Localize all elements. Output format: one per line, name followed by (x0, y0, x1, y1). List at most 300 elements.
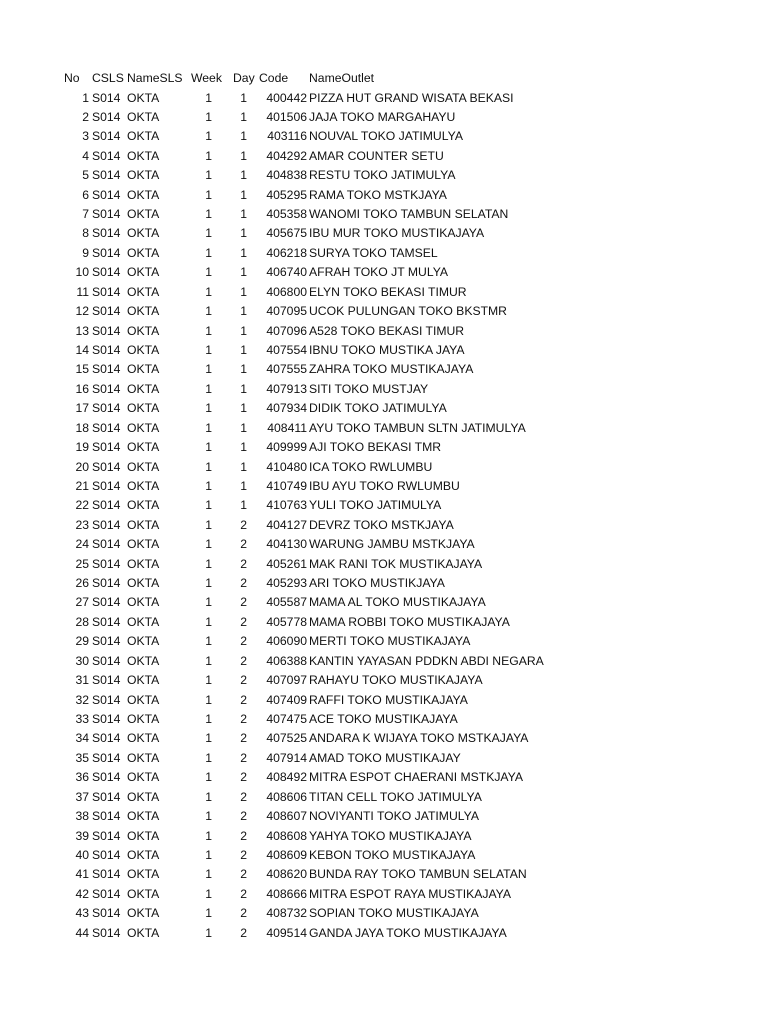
row-no: 39 (75, 828, 89, 843)
row-week: 1 (205, 595, 212, 610)
table-row (0, 244, 768, 263)
row-csls: S014 (92, 517, 121, 532)
row-no: 18 (75, 420, 89, 435)
row-name-outlet: PIZZA HUT GRAND WISATA BEKASI (309, 90, 514, 105)
table-row (0, 593, 768, 612)
row-week: 1 (205, 906, 212, 921)
row-day: 1 (240, 420, 247, 435)
row-no: 24 (75, 537, 89, 552)
row-csls: S014 (92, 925, 121, 940)
row-name-outlet: MERTI TOKO MUSTIKAJAYA (309, 634, 471, 649)
row-week: 1 (205, 886, 212, 901)
row-code: 407554 (266, 343, 307, 357)
table-row (0, 671, 768, 690)
row-no: 23 (75, 517, 89, 532)
table-row (0, 360, 768, 379)
table-row (0, 691, 768, 710)
row-code: 403116 (267, 129, 307, 144)
table-row (0, 477, 768, 496)
row-day: 1 (240, 207, 247, 221)
row-name-sls: OKTA (127, 576, 160, 590)
table-row (0, 516, 768, 535)
row-day: 1 (240, 90, 247, 105)
row-day: 2 (240, 614, 247, 629)
row-name-outlet: MAK RANI TOK MUSTIKAJAYA (309, 556, 483, 571)
row-code: 408607 (266, 809, 307, 823)
row-day: 1 (240, 440, 247, 455)
row-csls: S014 (92, 750, 121, 765)
row-csls: S014 (92, 847, 121, 862)
row-day: 1 (240, 381, 247, 396)
row-name-sls: OKTA (127, 401, 160, 416)
row-week: 1 (205, 750, 212, 765)
row-no: 10 (75, 265, 89, 280)
table-row (0, 205, 768, 224)
row-week: 1 (205, 498, 212, 513)
row-code: 410749 (266, 478, 307, 493)
table-row (0, 322, 768, 341)
row-name-sls: OKTA (127, 925, 160, 940)
row-no: 25 (75, 556, 89, 571)
row-csls: S014 (92, 789, 121, 804)
row-week: 1 (205, 129, 212, 144)
row-day: 1 (240, 187, 247, 202)
row-day: 2 (240, 595, 247, 610)
table-row (0, 885, 768, 904)
row-day: 2 (240, 731, 247, 746)
row-code: 406800 (266, 284, 307, 299)
table-row (0, 535, 768, 554)
row-name-outlet: GANDA JAYA TOKO MUSTIKAJAYA (309, 925, 507, 940)
row-name-outlet: RESTU TOKO JATIMULYA (309, 168, 456, 183)
row-csls: S014 (92, 459, 121, 474)
row-name-outlet: IBU AYU TOKO RWLUMBU (309, 478, 460, 493)
row-week: 1 (205, 343, 212, 357)
row-name-outlet: SOPIAN TOKO MUSTIKAJAYA (309, 906, 479, 921)
table-row (0, 613, 768, 632)
row-code: 407914 (266, 750, 307, 765)
row-name-sls: OKTA (127, 711, 160, 726)
row-name-outlet: AMAR COUNTER SETU (309, 148, 444, 163)
row-name-outlet: ACE TOKO MUSTIKAJAYA (309, 711, 458, 726)
row-no: 31 (75, 673, 89, 688)
row-week: 1 (205, 284, 212, 299)
row-name-sls: OKTA (127, 343, 160, 357)
row-csls: S014 (92, 673, 121, 688)
row-name-sls: OKTA (127, 420, 160, 435)
row-csls: S014 (92, 323, 121, 338)
row-week: 1 (205, 711, 212, 726)
row-name-outlet: IBNU TOKO MUSTIKA JAYA (309, 343, 465, 357)
row-code: 407409 (266, 692, 307, 707)
row-day: 1 (240, 109, 247, 124)
table-row (0, 846, 768, 865)
row-name-outlet: WANOMI TOKO TAMBUN SELATAN (309, 207, 509, 221)
row-day: 1 (240, 498, 247, 513)
row-name-sls: OKTA (127, 90, 160, 105)
row-csls: S014 (92, 207, 121, 221)
table-row (0, 302, 768, 321)
row-name-sls: OKTA (127, 847, 160, 862)
row-code: 407555 (266, 362, 307, 377)
row-name-sls: OKTA (127, 207, 160, 221)
row-name-outlet: MAMA ROBBI TOKO MUSTIKAJAYA (309, 614, 510, 629)
row-csls: S014 (92, 304, 121, 319)
row-name-outlet: WARUNG JAMBU MSTKJAYA (309, 537, 475, 552)
table-row (0, 127, 768, 146)
table-row (0, 632, 768, 651)
table-row (0, 108, 768, 127)
row-code: 405358 (266, 207, 307, 221)
row-csls: S014 (92, 809, 121, 823)
row-name-sls: OKTA (127, 673, 160, 688)
row-no: 37 (75, 789, 89, 804)
row-week: 1 (205, 245, 212, 260)
row-name-sls: OKTA (127, 440, 160, 455)
row-name-outlet: SURYA TOKO TAMSEL (309, 245, 438, 260)
row-code: 408606 (266, 789, 307, 804)
row-csls: S014 (92, 420, 121, 435)
row-csls: S014 (92, 187, 121, 202)
row-day: 1 (240, 226, 247, 241)
table-row (0, 710, 768, 729)
row-name-sls: OKTA (127, 770, 160, 785)
row-no: 13 (75, 323, 89, 338)
row-no: 44 (75, 925, 89, 940)
row-day: 1 (240, 265, 247, 280)
row-week: 1 (205, 731, 212, 746)
row-no: 30 (75, 653, 89, 668)
row-name-outlet: TITAN CELL TOKO JATIMULYA (309, 789, 482, 804)
row-code: 406090 (266, 634, 307, 649)
row-code: 408411 (267, 420, 307, 435)
row-csls: S014 (92, 576, 121, 590)
row-day: 1 (240, 459, 247, 474)
row-no: 9 (82, 245, 89, 260)
row-day: 2 (240, 809, 247, 823)
row-name-sls: OKTA (127, 750, 160, 765)
row-code: 410480 (266, 459, 307, 474)
row-code: 409514 (266, 925, 307, 940)
header-csls: CSLS (92, 71, 124, 85)
row-name-outlet: DEVRZ TOKO MSTKJAYA (309, 517, 454, 532)
row-week: 1 (205, 867, 212, 882)
row-week: 1 (205, 614, 212, 629)
row-code: 407096 (266, 323, 307, 338)
table-row (0, 768, 768, 787)
row-name-outlet: KEBON TOKO MUSTIKAJAYA (309, 847, 476, 862)
row-name-sls: OKTA (127, 556, 160, 571)
row-name-sls: OKTA (127, 614, 160, 629)
row-week: 1 (205, 187, 212, 202)
row-name-outlet: MITRA ESPOT RAYA MUSTIKAJAYA (309, 886, 512, 901)
row-week: 1 (205, 226, 212, 241)
row-day: 2 (240, 711, 247, 726)
row-no: 40 (75, 847, 89, 862)
row-day: 2 (240, 770, 247, 785)
row-day: 1 (240, 284, 247, 299)
table-row (0, 166, 768, 185)
row-csls: S014 (92, 634, 121, 649)
row-no: 29 (75, 634, 89, 649)
row-no: 8 (82, 226, 89, 241)
row-code: 400442 (266, 90, 307, 105)
table-row (0, 865, 768, 884)
row-week: 1 (205, 440, 212, 455)
header-row (0, 69, 768, 88)
row-week: 1 (205, 556, 212, 571)
row-name-sls: OKTA (127, 187, 160, 202)
row-csls: S014 (92, 381, 121, 396)
table-row (0, 749, 768, 768)
row-code: 405587 (266, 595, 307, 610)
row-code: 408732 (266, 906, 307, 921)
row-code: 401506 (266, 109, 307, 124)
row-csls: S014 (92, 537, 121, 552)
row-csls: S014 (92, 284, 121, 299)
row-csls: S014 (92, 343, 121, 357)
row-code: 407913 (266, 381, 307, 396)
row-week: 1 (205, 459, 212, 474)
row-day: 2 (240, 517, 247, 532)
table-row (0, 788, 768, 807)
row-csls: S014 (92, 595, 121, 610)
row-week: 1 (205, 653, 212, 668)
row-code: 408666 (266, 886, 307, 901)
row-name-sls: OKTA (127, 245, 160, 260)
row-name-sls: OKTA (127, 906, 160, 921)
row-name-sls: OKTA (127, 809, 160, 823)
row-no: 35 (75, 750, 89, 765)
table-row (0, 729, 768, 748)
table-row (0, 496, 768, 515)
row-name-sls: OKTA (127, 362, 160, 377)
row-day: 1 (240, 362, 247, 377)
row-code: 405778 (266, 614, 307, 629)
row-week: 1 (205, 207, 212, 221)
table-row (0, 904, 768, 923)
table-row (0, 380, 768, 399)
row-name-sls: OKTA (127, 692, 160, 707)
table-row (0, 147, 768, 166)
row-day: 2 (240, 925, 247, 940)
row-day: 2 (240, 750, 247, 765)
row-name-sls: OKTA (127, 459, 160, 474)
row-day: 1 (240, 148, 247, 163)
row-day: 2 (240, 634, 247, 649)
row-no: 12 (75, 304, 89, 319)
row-csls: S014 (92, 401, 121, 416)
row-week: 1 (205, 673, 212, 688)
row-week: 1 (205, 789, 212, 804)
row-csls: S014 (92, 498, 121, 513)
row-name-sls: OKTA (127, 867, 160, 882)
row-no: 15 (75, 362, 89, 377)
row-code: 408620 (266, 867, 307, 882)
row-no: 41 (75, 867, 89, 882)
row-code: 404838 (266, 168, 307, 183)
row-code: 406388 (266, 653, 307, 668)
row-name-outlet: JAJA TOKO MARGAHAYU (309, 109, 456, 124)
header-name-outlet: NameOutlet (309, 71, 375, 85)
header-no: No (64, 71, 80, 85)
row-csls: S014 (92, 168, 121, 183)
header-day: Day (233, 71, 255, 85)
row-name-outlet: ZAHRA TOKO MUSTIKAJAYA (309, 362, 474, 377)
row-code: 404127 (266, 517, 307, 532)
table-row (0, 419, 768, 438)
row-no: 36 (75, 770, 89, 785)
row-day: 2 (240, 653, 247, 668)
row-code: 405295 (266, 187, 307, 202)
row-no: 7 (82, 207, 89, 221)
table-row (0, 89, 768, 108)
row-day: 1 (240, 323, 247, 338)
row-name-outlet: KANTIN YAYASAN PDDKN ABDI NEGARA (309, 653, 544, 668)
table-row (0, 458, 768, 477)
row-csls: S014 (92, 90, 121, 105)
row-no: 38 (75, 809, 89, 823)
row-code: 405293 (266, 576, 307, 590)
row-code: 404130 (266, 537, 307, 552)
row-no: 33 (75, 711, 89, 726)
row-week: 1 (205, 265, 212, 280)
row-day: 2 (240, 886, 247, 901)
row-csls: S014 (92, 731, 121, 746)
row-no: 4 (82, 148, 89, 163)
row-week: 1 (205, 576, 212, 590)
row-no: 2 (82, 109, 89, 124)
row-name-sls: OKTA (127, 789, 160, 804)
header-name-sls: NameSLS (127, 71, 183, 85)
row-day: 2 (240, 828, 247, 843)
row-name-outlet: DIDIK TOKO JATIMULYA (309, 401, 447, 416)
row-day: 1 (240, 401, 247, 416)
row-name-sls: OKTA (127, 517, 160, 532)
row-name-sls: OKTA (127, 478, 160, 493)
row-name-sls: OKTA (127, 304, 160, 319)
row-no: 27 (75, 595, 89, 610)
row-code: 408492 (266, 770, 307, 785)
row-day: 1 (240, 478, 247, 493)
row-week: 1 (205, 148, 212, 163)
row-no: 28 (75, 614, 89, 629)
row-name-sls: OKTA (127, 595, 160, 610)
row-week: 1 (205, 168, 212, 183)
row-week: 1 (205, 828, 212, 843)
row-name-outlet: BUNDA RAY TOKO TAMBUN SELATAN (309, 867, 527, 882)
row-name-sls: OKTA (127, 168, 160, 183)
row-csls: S014 (92, 711, 121, 726)
row-no: 17 (75, 401, 89, 416)
row-csls: S014 (92, 148, 121, 163)
row-name-outlet: MITRA ESPOT CHAERANI MSTKJAYA (309, 770, 523, 785)
row-name-outlet: YULI TOKO JATIMULYA (309, 498, 442, 513)
row-day: 2 (240, 789, 247, 804)
row-name-sls: OKTA (127, 284, 160, 299)
row-name-sls: OKTA (127, 148, 160, 163)
row-week: 1 (205, 109, 212, 124)
row-csls: S014 (92, 770, 121, 785)
table-row (0, 399, 768, 418)
table-row (0, 827, 768, 846)
row-week: 1 (205, 362, 212, 377)
table-row (0, 652, 768, 671)
row-code: 407095 (266, 304, 307, 319)
row-csls: S014 (92, 265, 121, 280)
row-day: 2 (240, 692, 247, 707)
row-code: 408608 (266, 828, 307, 843)
header-week: Week (191, 71, 222, 85)
table-row (0, 263, 768, 282)
row-csls: S014 (92, 828, 121, 843)
table-row (0, 574, 768, 593)
row-name-outlet: NOUVAL TOKO JATIMULYA (309, 129, 463, 144)
row-csls: S014 (92, 362, 121, 377)
row-no: 1 (82, 90, 89, 105)
row-name-sls: OKTA (127, 537, 160, 552)
row-no: 20 (75, 459, 89, 474)
row-day: 2 (240, 847, 247, 862)
table-row (0, 186, 768, 205)
row-day: 1 (240, 343, 247, 357)
row-no: 22 (75, 498, 89, 513)
row-no: 43 (75, 906, 89, 921)
row-name-sls: OKTA (127, 634, 160, 649)
header-code: Code (259, 71, 289, 85)
row-week: 1 (205, 323, 212, 338)
row-day: 2 (240, 556, 247, 571)
row-name-outlet: UCOK PULUNGAN TOKO BKSTMR (309, 304, 507, 319)
row-csls: S014 (92, 440, 121, 455)
row-name-outlet: NOVIYANTI TOKO JATIMULYA (309, 809, 479, 823)
row-code: 406740 (266, 265, 307, 280)
row-name-outlet: AFRAH TOKO JT MULYA (309, 265, 449, 280)
row-week: 1 (205, 478, 212, 493)
row-week: 1 (205, 420, 212, 435)
row-csls: S014 (92, 245, 121, 260)
row-day: 2 (240, 906, 247, 921)
row-name-outlet: AYU TOKO TAMBUN SLTN JATIMULYA (309, 420, 526, 435)
row-csls: S014 (92, 129, 121, 144)
row-code: 407475 (266, 711, 307, 726)
row-csls: S014 (92, 906, 121, 921)
row-name-sls: OKTA (127, 653, 160, 668)
row-csls: S014 (92, 614, 121, 629)
row-name-outlet: RAMA TOKO MSTKJAYA (309, 187, 447, 202)
row-day: 2 (240, 867, 247, 882)
row-no: 11 (76, 284, 89, 299)
row-csls: S014 (92, 867, 121, 882)
row-day: 2 (240, 576, 247, 590)
row-week: 1 (205, 847, 212, 862)
row-name-outlet: MAMA AL TOKO MUSTIKAJAYA (309, 595, 486, 610)
row-day: 1 (240, 168, 247, 183)
row-no: 14 (75, 343, 89, 357)
row-name-sls: OKTA (127, 828, 160, 843)
row-csls: S014 (92, 653, 121, 668)
row-day: 1 (240, 129, 247, 144)
row-name-sls: OKTA (127, 323, 160, 338)
row-no: 26 (75, 576, 89, 590)
table-row (0, 283, 768, 302)
row-day: 2 (240, 537, 247, 552)
row-no: 32 (75, 692, 89, 707)
row-name-outlet: ARI TOKO MUSTIKJAYA (309, 576, 445, 590)
row-csls: S014 (92, 109, 121, 124)
row-csls: S014 (92, 226, 121, 241)
row-code: 410763 (266, 498, 307, 513)
